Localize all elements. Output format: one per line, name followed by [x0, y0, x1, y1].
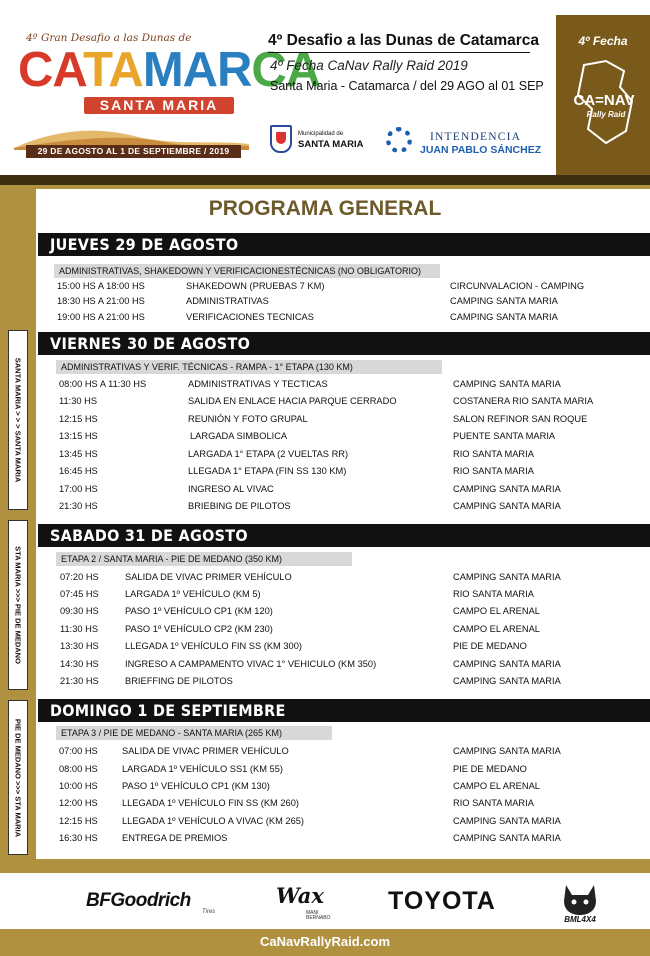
- muni-line1: Municipalidad de: [298, 131, 344, 137]
- dotted-ring-icon: [386, 127, 412, 153]
- row-time: 16:30 HS: [59, 833, 98, 843]
- sponsors-strip: [0, 873, 650, 929]
- wax-sub-line1: MANI: [306, 910, 319, 916]
- row-time: 18:30 HS A 21:00 HS: [57, 296, 145, 306]
- schedule-row: [36, 499, 650, 514]
- row-activity: PASO 1º VEHÍCULO CP1 (KM 120): [125, 606, 273, 616]
- logo-santa-maria: SANTA MARIA: [84, 97, 234, 114]
- schedule-row: [36, 831, 650, 846]
- row-activity: LARGADA 1º VEHÍCULO SS1 (KM 55): [122, 764, 283, 774]
- intend-line2: JUAN PABLO SÁNCHEZ: [420, 144, 542, 156]
- row-place: CAMPING SANTA MARIA: [450, 312, 558, 322]
- row-time: 12:15 HS: [59, 414, 98, 424]
- row-place: RIO SANTA MARIA: [453, 798, 534, 808]
- intend-line1: INTENDENCIA: [430, 131, 522, 143]
- row-place: CIRCUNVALACION - CAMPING: [450, 281, 585, 291]
- row-activity: LARGADA 1º VEHÍCULO (KM 5): [125, 589, 261, 599]
- side-tab-label: STA MARIA >>> PIE DE MEDANO: [13, 546, 23, 664]
- row-time: 21:30 HS: [59, 501, 98, 511]
- side-tab-day3: [8, 520, 28, 690]
- schedule-row: [36, 464, 650, 479]
- schedule-row: [36, 394, 650, 409]
- wax-sub: [306, 911, 330, 921]
- row-activity: LLEGADA 1º VEHÍCULO A VIVAC (KM 265): [122, 816, 305, 826]
- band-top-strip: [0, 175, 650, 185]
- bfgoodrich-sub: Tires: [202, 909, 216, 915]
- schedule-row: [36, 570, 650, 585]
- row-place: RIO SANTA MARIA: [453, 449, 534, 459]
- event-subtitle: 4º Fecha CaNav Rally Raid 2019: [270, 58, 468, 73]
- schedule-row: [36, 622, 650, 637]
- schedule-row: [36, 294, 650, 309]
- row-time: 08:00 HS A 11:30 HS: [59, 379, 147, 389]
- logo-part-4: CA: [251, 43, 321, 97]
- row-activity: BRIEFFING DE PILOTOS: [125, 676, 233, 686]
- schedule-row: [36, 657, 650, 672]
- schedule-row: [36, 310, 650, 325]
- schedule-row: [36, 779, 650, 794]
- event-location: Santa Maria - Catamarca / del 29 AGO al 01 SEP: [270, 79, 544, 93]
- row-time: 17:00 HS: [59, 484, 98, 494]
- schedule-row: [36, 814, 650, 829]
- row-activity: SHAKEDOWN (PRUEBAS 7 KM): [186, 281, 325, 291]
- schedule-row: [36, 604, 650, 619]
- row-place: PIE DE MEDANO: [453, 764, 527, 774]
- row-place: PUENTE SANTA MARIA: [453, 431, 556, 441]
- row-place: RIO SANTA MARIA: [453, 589, 534, 599]
- fecha-label: 4º Fecha: [578, 34, 628, 48]
- row-time: 13:30 HS: [60, 641, 99, 651]
- logo-dates: 29 DE AGOSTO AL 1 DE SEPTIEMBRE / 2019: [26, 145, 241, 158]
- row-time: 09:30 HS: [60, 606, 99, 616]
- schedule-row: [36, 412, 650, 427]
- side-tab-label: PIE DE MEDANO >>> STA MARIA: [13, 718, 23, 837]
- header: [0, 0, 650, 175]
- row-activity: SALIDA DE VIVAC PRIMER VEHÍCULO: [122, 746, 289, 756]
- schedule-row: [36, 796, 650, 811]
- day-header: VIERNES 30 DE AGOSTO: [38, 332, 650, 355]
- canav-sub-text: Rally Raid: [586, 110, 626, 119]
- row-activity: ENTREGA DE PREMIOS: [122, 833, 228, 843]
- row-place: CAMPING SANTA MARIA: [453, 501, 561, 511]
- row-place: CAMPING SANTA MARIA: [453, 379, 561, 389]
- row-activity: REUNIÓN Y FOTO GRUPAL: [188, 414, 308, 424]
- row-activity: PASO 1º VEHÍCULO CP1 (KM 130): [122, 781, 270, 791]
- row-activity: LLEGADA 1º VEHÍCULO FIN SS (KM 300): [125, 641, 302, 651]
- shield-icon: [270, 125, 292, 153]
- schedule-row: [36, 639, 650, 654]
- logo-script-text: 4º Gran Desafio a las Dunas de: [26, 32, 192, 44]
- row-activity: INGRESO A CAMPAMENTO VIVAC 1° VEHICULO (KM 350): [125, 659, 377, 669]
- day-header: SABADO 31 DE AGOSTO: [38, 524, 650, 547]
- day-header: DOMINGO 1 DE SEPTIEMBRE: [38, 699, 650, 722]
- schedule-row: [36, 587, 650, 602]
- schedule-row: [36, 279, 650, 294]
- schedule-row: [36, 762, 650, 777]
- row-place: CAMPING SANTA MARIA: [453, 833, 561, 843]
- wax-logo: Wax: [276, 883, 324, 908]
- bml4x4-text: BML4X4: [564, 915, 596, 923]
- municipalidad-logo: [270, 125, 370, 157]
- row-place: COSTANERA RIO SANTA MARIA: [453, 396, 594, 406]
- row-place: SALON REFINOR SAN ROQUE: [453, 414, 588, 424]
- row-place: CAMPING SANTA MARIA: [453, 659, 561, 669]
- row-time: 10:00 HS: [59, 781, 98, 791]
- row-time: 08:00 HS: [59, 764, 98, 774]
- stage-bar: ETAPA 3 / PIE DE MEDANO - SANTA MARIA (265 KM): [56, 726, 332, 740]
- row-time: 21:30 HS: [60, 676, 99, 686]
- row-place: CAMPING SANTA MARIA: [453, 484, 561, 494]
- schedule-row: [36, 674, 650, 689]
- row-activity: ADMINISTRATIVAS Y TECTICAS: [188, 379, 328, 389]
- row-place: CAMPING SANTA MARIA: [453, 816, 561, 826]
- row-place: CAMPO EL ARENAL: [453, 781, 540, 791]
- canav-text: CA=NAV: [573, 92, 635, 109]
- row-activity: LARGADA SIMBOLICA: [190, 431, 288, 441]
- row-activity: LLEGADA 1º VEHÍCULO FIN SS (KM 260): [122, 798, 299, 808]
- schedule-row: [36, 377, 650, 392]
- row-time: 16:45 HS: [59, 466, 98, 476]
- row-place: CAMPO EL ARENAL: [453, 624, 540, 634]
- schedule-row: [36, 744, 650, 759]
- event-title: 4º Desafio a las Dunas de Catamarca: [268, 32, 530, 53]
- logo-part-1: CA: [18, 43, 84, 97]
- row-time: 11:30 HS: [60, 624, 99, 634]
- row-activity: ADMINISTRATIVAS: [186, 296, 269, 306]
- stage-bar: ETAPA 2 / SANTA MARIA - PIE DE MEDANO (350 KM): [56, 552, 352, 566]
- bfgoodrich-logo: BFGoodrich: [86, 890, 191, 911]
- footer-url[interactable]: CaNavRallyRaid.com: [259, 934, 391, 949]
- row-time: 12:00 HS: [59, 798, 98, 808]
- schedule-row: [36, 429, 650, 444]
- stage-bar: ADMINISTRATIVAS, SHAKEDOWN Y VERIFICACIONESTÉCNICAS (NO OBLIGATORIO): [54, 264, 440, 278]
- row-time: 07:45 HS: [60, 589, 99, 599]
- row-activity: VERIFICACIONES TECNICAS: [186, 312, 314, 322]
- side-tab-day4: [8, 700, 28, 855]
- schedule-row: [36, 482, 650, 497]
- canav-logo: [566, 57, 642, 147]
- row-time: 14:30 HS: [60, 659, 99, 669]
- wax-sub-line2: BERNABO: [306, 915, 331, 921]
- toyota-logo: TOYOTA: [388, 887, 496, 915]
- logo-part-2: TA: [83, 43, 143, 97]
- side-tab-label: SANTA MARIA > > > SANTA MARIA: [13, 357, 23, 483]
- row-place: CAMPING SANTA MARIA: [453, 746, 561, 756]
- program-panel: [36, 189, 650, 859]
- row-place: CAMPING SANTA MARIA: [453, 676, 561, 686]
- logo-part-3: MAR: [142, 43, 252, 97]
- row-time: 07:00 HS: [59, 746, 98, 756]
- row-activity: PASO 1º VEHÍCULO CP2 (KM 230): [125, 624, 273, 634]
- row-time: 11:30 HS: [59, 396, 98, 406]
- row-activity: LARGADA 1° ETAPA (2 VUELTAS RR): [188, 449, 349, 459]
- row-activity: BRIEBING DE PILOTOS: [188, 501, 291, 511]
- row-time: 19:00 HS A 21:00 HS: [57, 312, 145, 322]
- row-place: RIO SANTA MARIA: [453, 466, 534, 476]
- row-activity: SALIDA EN ENLACE HACIA PARQUE CERRADO: [188, 396, 397, 406]
- row-activity: SALIDA DE VIVAC PRIMER VEHÍCULO: [125, 572, 292, 582]
- row-place: CAMPO EL ARENAL: [453, 606, 540, 616]
- row-time: 13:45 HS: [59, 449, 98, 459]
- row-place: CAMPING SANTA MARIA: [450, 296, 558, 306]
- row-activity: LLEGADA 1° ETAPA (FIN SS 130 KM): [188, 466, 347, 476]
- dunes-graphic: [14, 110, 249, 150]
- row-place: CAMPING SANTA MARIA: [453, 572, 561, 582]
- intendencia-logo: [386, 127, 546, 159]
- program-title: PROGRAMA GENERAL: [208, 197, 442, 220]
- row-time: 13:15 HS: [59, 431, 98, 441]
- row-time: 15:00 HS A 18:00 HS: [57, 281, 145, 291]
- row-time: 12:15 HS: [59, 816, 98, 826]
- row-place: PIE DE MEDANO: [453, 641, 527, 651]
- row-activity: INGRESO AL VIVAC: [188, 484, 274, 494]
- row-time: 07:20 HS: [60, 572, 99, 582]
- side-tab-day2: [8, 330, 28, 510]
- fecha-badge: [556, 15, 650, 175]
- day-header: JUEVES 29 DE AGOSTO: [38, 233, 650, 256]
- schedule-row: [36, 447, 650, 462]
- muni-line2: SANTA MARIA: [298, 139, 364, 150]
- stage-bar: ADMINISTRATIVAS Y VERIF. TÉCNICAS - RAMPA - 1° ETAPA (130 KM): [56, 360, 442, 374]
- bml4x4-logo: [558, 881, 602, 923]
